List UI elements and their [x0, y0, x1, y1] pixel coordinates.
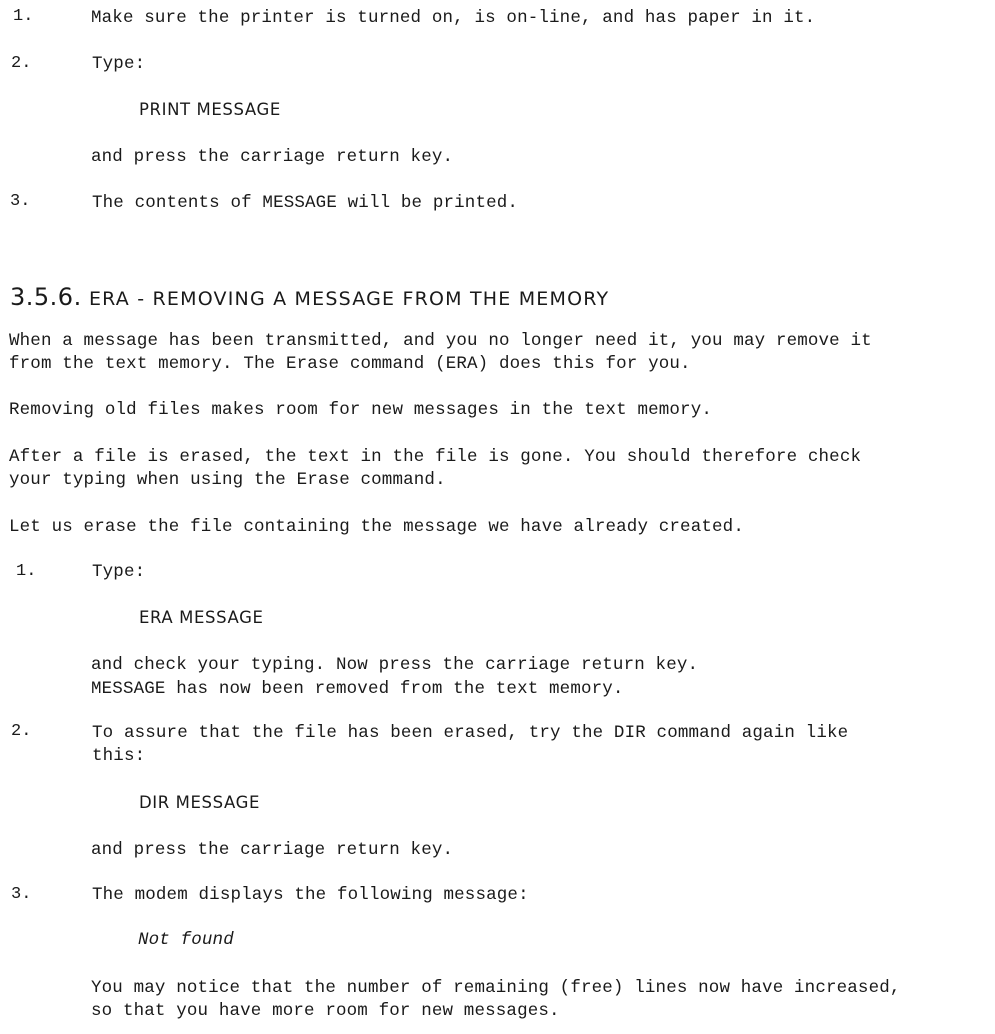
step-number: 2.: [11, 722, 32, 741]
section-heading: [10, 284, 609, 312]
paragraph-line: Let us erase the file containing the message we have already created.: [9, 517, 744, 537]
step-number: 2.: [11, 54, 32, 73]
command-example: DIR MESSAGE: [139, 793, 261, 812]
paragraph-line: Removing old files makes room for new messages in the text memory.: [9, 400, 713, 420]
paragraph-line: When a message has been transmitted, and you no longer need it, you may remove it: [9, 331, 872, 351]
command-example: PRINT MESSAGE: [139, 100, 281, 119]
step-text: and press the carriage return key.: [91, 147, 454, 167]
paragraph-line: from the text memory. The Erase command (ERA) does this for you.: [9, 354, 691, 374]
command-example: ERA MESSAGE: [139, 608, 264, 627]
step-text: this:: [92, 746, 146, 766]
section-title: ERA - REMOVING A MESSAGE FROM THE MEMORY: [88, 288, 610, 310]
step-text: Type:: [92, 54, 146, 74]
step-text: You may notice that the number of remaining (free) lines now have increased,: [91, 978, 901, 998]
step-text: and check your typing. Now press the carriage return key.: [91, 655, 699, 675]
section-number: 3.5.6.: [10, 283, 82, 311]
step-number: 1.: [16, 562, 37, 581]
step-text: and press the carriage return key.: [91, 840, 454, 860]
step-number: 3.: [10, 192, 31, 211]
step-text: MESSAGE has now been removed from the text memory.: [91, 679, 624, 699]
step-text: To assure that the file has been erased, try the DIR command again like: [92, 723, 849, 743]
paragraph-line: your typing when using the Erase command.: [9, 470, 446, 490]
step-text: Make sure the printer is turned on, is on-line, and has paper in it.: [91, 8, 816, 28]
step-number: 1.: [13, 7, 34, 26]
modem-output: Not found: [138, 930, 234, 950]
step-text: The contents of MESSAGE will be printed.: [92, 193, 519, 213]
paragraph-line: After a file is erased, the text in the file is gone. You should therefore check: [9, 447, 862, 467]
step-text: Type:: [92, 562, 146, 582]
step-text: The modem displays the following message:: [92, 885, 529, 905]
step-text: so that you have more room for new messages.: [91, 1001, 560, 1021]
step-number: 3.: [11, 885, 32, 904]
